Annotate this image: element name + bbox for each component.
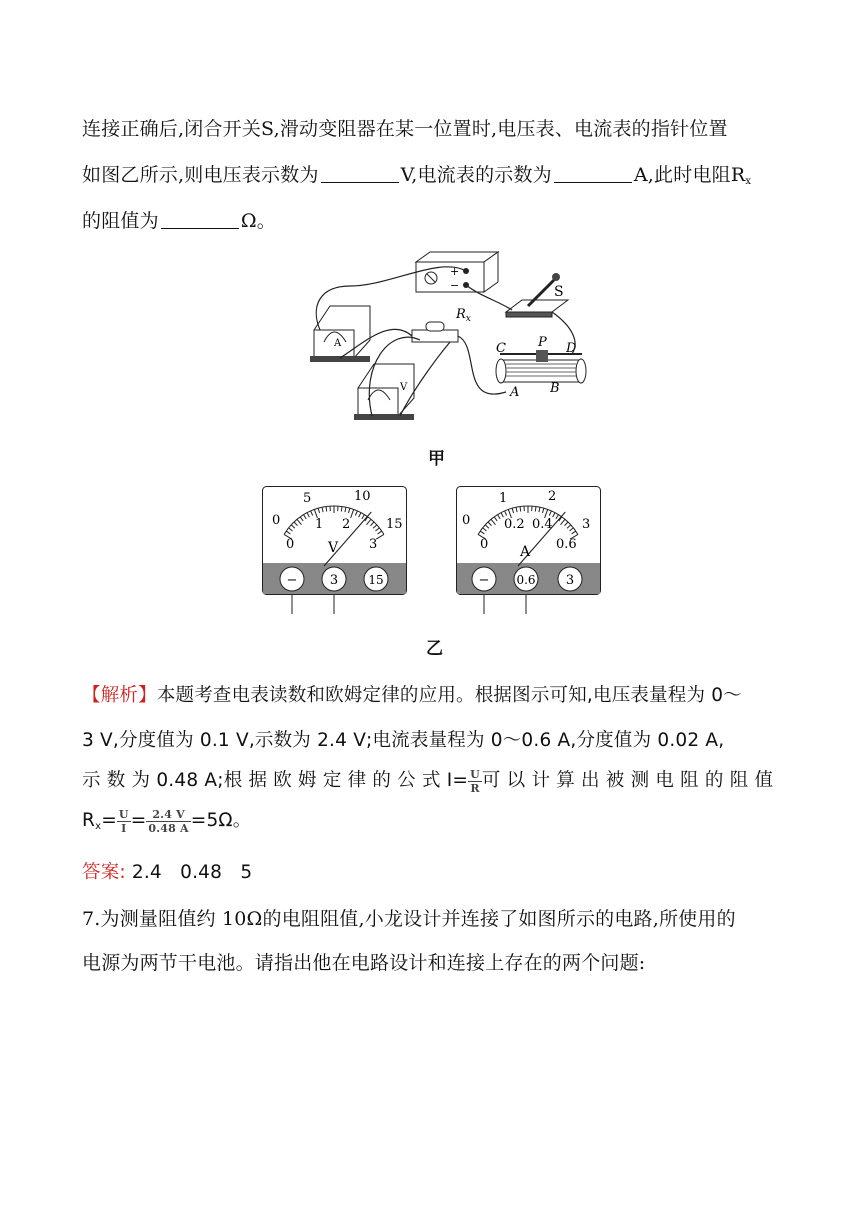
switch-label: S (554, 284, 564, 300)
figure-caption-jia: 甲 (428, 449, 445, 469)
resistor-rx (412, 307, 471, 342)
question-line-3 (82, 206, 276, 233)
answer-label: 答案: (82, 862, 126, 883)
answer-line (82, 858, 252, 884)
analysis-line-1 (82, 681, 742, 707)
switch (506, 273, 568, 317)
a-inner-04: 0.4 (532, 517, 553, 532)
plus-label: + (450, 265, 460, 278)
voltmeter (354, 364, 414, 420)
fraction-u-over-i: $\frac{U}{I}$ (118, 807, 129, 835)
answer-blank-resistance[interactable] (161, 210, 239, 229)
d-label: D (566, 341, 577, 356)
formula-fraction: $\frac{U}{R}$ (470, 767, 480, 795)
p-label: P (538, 335, 547, 350)
v-inner-3: 3 (369, 537, 378, 552)
power-supply (416, 252, 498, 292)
rx-label: $R_x$ (456, 307, 471, 324)
a-inner-02: 0.2 (504, 517, 525, 532)
a-outer-2: 2 (548, 489, 557, 504)
analysis-tag: 【解析】 (82, 685, 157, 706)
v-inner-1: 1 (315, 517, 324, 532)
answer-values: 2.4 0.48 5 (131, 862, 253, 883)
question-text: Ω。 (240, 210, 276, 232)
v-outer-10: 10 (354, 489, 371, 504)
v-unit: V (328, 540, 339, 556)
question-text: 如图乙所示,则电压表示数为 (82, 164, 319, 186)
a-terminal-neg: − (478, 573, 490, 588)
v-outer-0: 0 (272, 513, 281, 528)
question-line-1: 连接正确后,闭合开关S,滑动变阻器在某一位置时,电压表、电流表的指针位置 (82, 118, 728, 140)
a-label: A (510, 385, 520, 400)
a-outer-0: 0 (462, 513, 471, 528)
answer-blank-current[interactable] (554, 164, 632, 183)
analysis-line-4: $R_x=$ $\frac{U}{I}$ = $\frac{2.4 V}{0.48 A}$ =5Ω。 (82, 807, 252, 835)
dial-tick (341, 507, 342, 512)
a-unit: A (520, 544, 531, 560)
ammeter-dial (456, 486, 602, 616)
fraction-values: $\frac{2.4 V}{0.48 A}$ (148, 807, 189, 835)
a-terminal-3: 3 (565, 573, 575, 588)
voltmeter-symbol: V (400, 382, 408, 393)
question-text: A,此时电阻R (633, 164, 746, 186)
analysis-text: 本题考查电表读数和欧姆定律的应用。根据图示可知,电压表量程为 0～ (156, 685, 742, 706)
a-terminal-06: 0.6 (516, 573, 536, 587)
analysis-line-2: 3 V,分度值为 0.1 V,示数为 2.4 V;电流表量程为 0～0.6 A,分度值为 0.02 A, (82, 730, 725, 751)
v-outer-15: 15 (386, 517, 403, 532)
rheostat (496, 335, 586, 400)
v-terminal-15: 15 (368, 573, 384, 587)
a-inner-06: 0.6 (556, 537, 577, 552)
a-inner-0: 0 (480, 537, 489, 552)
dial-tick (535, 507, 536, 512)
subscript: x (745, 176, 752, 187)
question-text: V,电流表的示数为 (400, 164, 552, 186)
figure-caption-yi: 乙 (426, 639, 443, 659)
answer-blank-voltage[interactable] (321, 164, 399, 183)
dial-tick (326, 507, 327, 512)
v-outer-5: 5 (303, 491, 312, 506)
dial-tick (520, 507, 521, 512)
minus-label: − (450, 279, 460, 292)
question-7-line-2: 电源为两节干电池。请指出他在电路设计和连接上存在的两个问题: (82, 952, 646, 974)
b-label: B (550, 381, 560, 396)
question-line-2 (82, 160, 751, 187)
ammeter (310, 306, 370, 362)
v-terminal-neg: − (286, 573, 298, 588)
ammeter-symbol: A (334, 338, 342, 349)
analysis-text: 示 数 为 0.48 A;根 据 欧 姆 定 律 的 公 式 I= (82, 770, 469, 791)
v-inner-0: 0 (286, 537, 295, 552)
a-outer-3: 3 (582, 517, 591, 532)
voltmeter-dial (262, 486, 408, 616)
question-text: 的阻值为 (82, 210, 159, 232)
analysis-line-3 (82, 766, 773, 795)
analysis-text: 可 以 计 算 出 被 测 电 阻 的 阻 值 (481, 770, 774, 791)
circuit-figure (300, 246, 600, 432)
question-7-line-1: 7.为测量阻值约 10Ω的电阻阻值,小龙设计并连接了如图所示的电路,所使用的 (82, 908, 736, 930)
v-terminal-3: 3 (329, 573, 339, 588)
a-outer-1: 1 (499, 491, 508, 506)
v-inner-2: 2 (342, 517, 351, 532)
c-label: C (496, 341, 506, 356)
